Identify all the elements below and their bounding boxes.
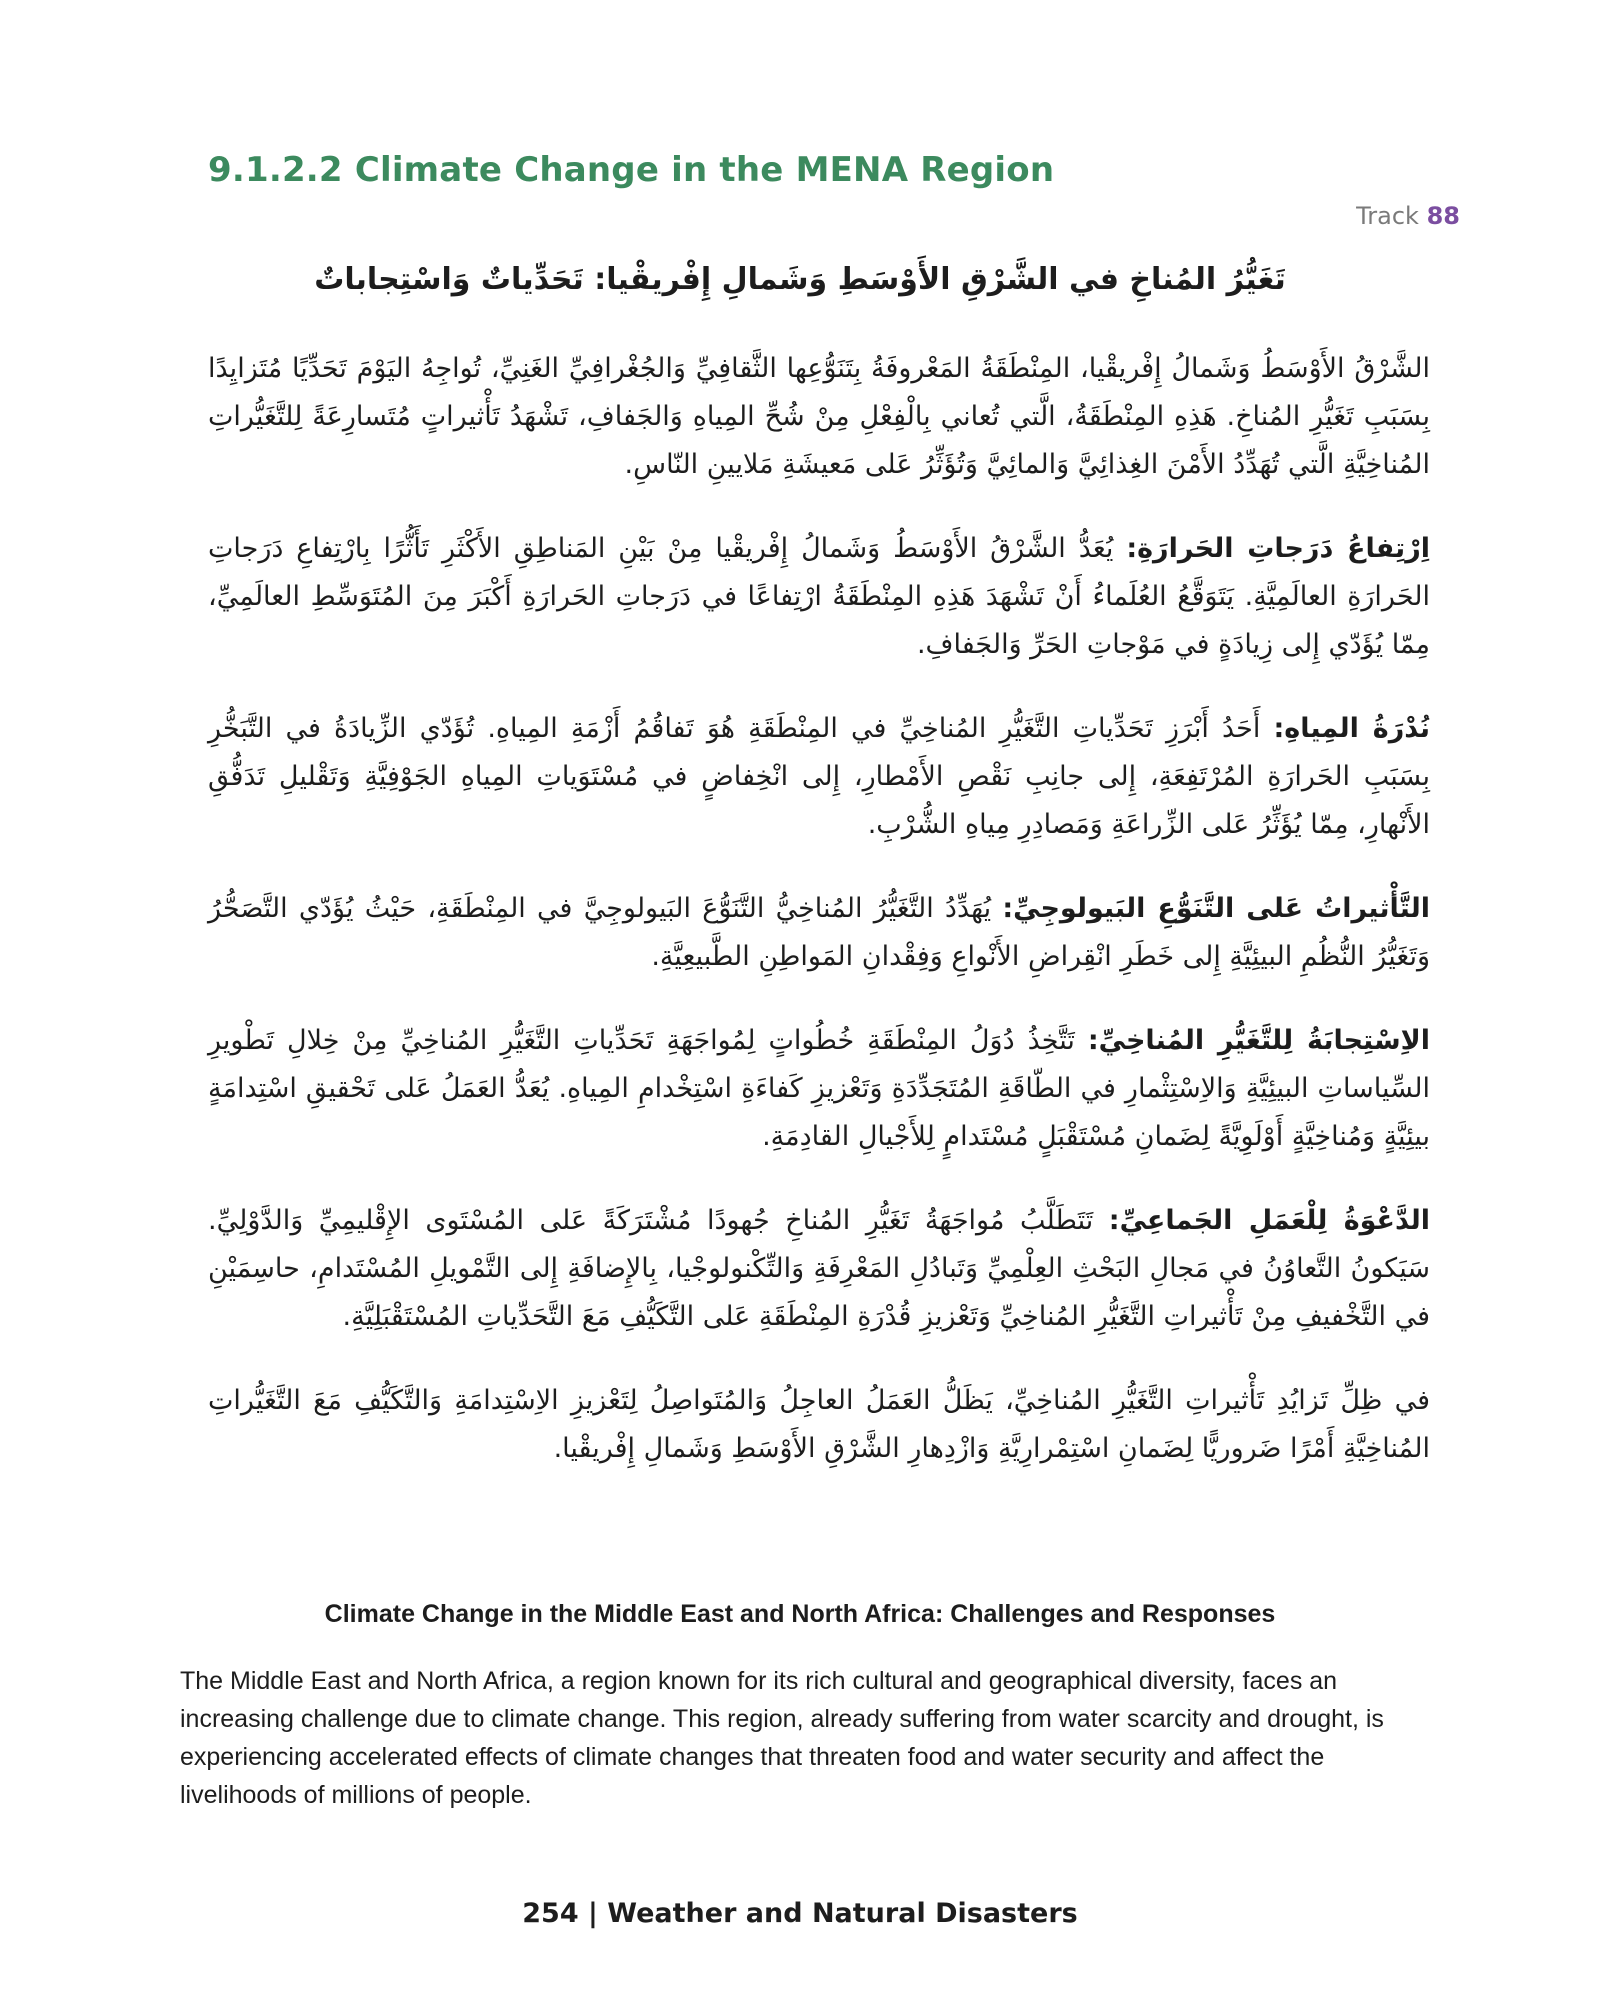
arabic-paragraph-lead: الاِسْتِجابَةُ لِلتَّغَيُّرِ المُناخِيِّ:	[1087, 1025, 1430, 1056]
arabic-title: تَغَيُّرُ المُناخِ في الشَّرْقِ الأَوْسَطِ وَشَمالِ إِفْريقْيا: تَحَدِّياتٌ وَاسْتِجاباتٌ	[314, 262, 1286, 297]
arabic-paragraph-lead: الدَّعْوَةُ لِلْعَمَلِ الجَماعِيِّ:	[1108, 1205, 1430, 1236]
arabic-paragraph-lead: نُدْرَةُ المِياهِ:	[1273, 713, 1430, 744]
arabic-paragraph-lead: اِرْتِفاعُ دَرَجاتِ الحَرارَةِ:	[1126, 533, 1430, 564]
arabic-paragraph	[208, 525, 1430, 669]
section-title: 9.1.2.2 Climate Change in the MENA Region	[208, 150, 1055, 190]
arabic-paragraph	[208, 885, 1430, 981]
arabic-body	[208, 345, 1430, 1509]
track-number: 88	[1426, 202, 1460, 230]
english-body	[180, 1662, 1430, 1814]
page-footer: 254 | Weather and Natural Disasters	[522, 1898, 1078, 1929]
arabic-paragraph-lead: التَّأْثيراتُ عَلى التَّنَوُّعِ البَيولوجِيِّ:	[1002, 893, 1431, 924]
arabic-paragraph-text: يُعَدُّ الشَّرْقُ الأَوْسَطُ وَشَمالُ إِفْريقْيا مِنْ بَيْنِ المَناطِقِ الأَكْثَرِ تَأَثُّرًا بِارْتِفاعِ دَرَجاتِ الحَرارَةِ العالَمِيَّةِ. يَتَوَقَّعُ العُلَماءُ أَنْ تَشْهَدَ هَذِهِ المِنْطَقَةُ ارْتِفاعًا في دَرَجاتِ الحَرارَةِ أَكْبَرَ مِنَ المُتَوَسِّطِ العالَمِيِّ، مِمّا يُؤَدّي إِلى زِيادَةٍ في مَوْجاتِ الحَرِّ وَالجَفافِ.	[208, 533, 1430, 660]
arabic-paragraph-text: أَحَدُ أَبْرَزِ تَحَدِّياتِ التَّغَيُّرِ المُناخِيِّ في المِنْطَقَةِ هُوَ تَفاقُمُ أَزْمَةِ المِياهِ. تُؤَدّي الزِّيادَةُ في التَّبَخُّرِ بِسَبَبِ الحَرارَةِ المُرْتَفِعَةِ، إِلى جانِبِ نَقْصِ الأَمْطارِ، إِلى انْخِفاضٍ في مُسْتَوَياتِ المِياهِ الجَوْفِيَّةِ وَتَقْليلِ تَدَفُّقِ الأَنْهارِ، مِمّا يُؤَثِّرُ عَلى الزِّراعَةِ وَمَصادِرِ مِياهِ الشُّرْبِ.	[208, 713, 1430, 840]
arabic-paragraph	[208, 705, 1430, 849]
arabic-paragraph-text: يُهَدِّدُ التَّغَيُّرُ المُناخِيُّ التَّنَوُّعَ البَيولوجِيَّ في المِنْطَقَةِ، حَيْثُ يُؤَدّي التَّصَحُّرُ وَتَغَيُّرُ النُّظُمِ البيئِيَّةِ إِلى خَطَرِ انْقِراضِ الأَنْواعِ وَفِقْدانِ المَواطِنِ الطَّبيعِيَّةِ.	[208, 893, 1430, 972]
english-title: Climate Change in the Middle East and North Africa: Challenges and Responses	[324, 1600, 1276, 1628]
arabic-paragraph-text: الشَّرْقُ الأَوْسَطُ وَشَمالُ إِفْريقْيا، المِنْطَقَةُ المَعْروفَةُ بِتَنَوُّعِها الثَّقافِيِّ وَالجُغْرافِيِّ الغَنِيِّ، تُواجِهُ اليَوْمَ تَحَدِّيًا مُتَزايِدًا بِسَبَبِ تَغَيُّرِ المُناخِ. هَذِهِ المِنْطَقَةُ، الَّتي تُعاني بِالْفِعْلِ مِنْ شُحِّ المِياهِ وَالجَفافِ، تَشْهَدُ تَأْثيراتٍ مُتَسارِعَةً لِلتَّغَيُّراتِ المُناخِيَّةِ الَّتي تُهَدِّدُ الأَمْنَ الغِذائِيَّ وَالمائِيَّ وَتُؤَثِّرُ عَلى مَعيشَةِ مَلايينِ النّاسِ.	[208, 353, 1430, 480]
audio-track-label	[1356, 202, 1460, 230]
track-label: Track	[1356, 202, 1419, 230]
english-paragraph: The Middle East and North Africa, a region known for its rich cultural and geographical diversity, faces an increasing challenge due to climate change. This region, already suffering from water scarcity and drought, is experiencing accelerated effects of climate changes that threaten food and water security and affect the livelihoods of millions of people.	[180, 1667, 1384, 1809]
arabic-paragraph	[208, 1197, 1430, 1341]
arabic-paragraph-text: تَتَّخِذُ دُوَلُ المِنْطَقَةِ خُطُواتٍ لِمُواجَهَةِ تَحَدِّياتِ التَّغَيُّرِ المُناخِيِّ مِنْ خِلالِ تَطْويرِ السِّياساتِ البيئِيَّةِ وَالاِسْتِثْمارِ في الطّاقَةِ المُتَجَدِّدَةِ وَتَعْزيزِ كَفاءَةِ اسْتِخْدامِ المِياهِ. يُعَدُّ العَمَلُ عَلى تَحْقيقِ اسْتِدامَةٍ بيئِيَّةٍ وَمُناخِيَّةٍ أَوْلَوِيَّةً لِضَمانِ مُسْتَقْبَلٍ مُسْتَدامٍ لِلأَجْيالِ القادِمَةِ.	[208, 1025, 1430, 1152]
arabic-paragraph-text: في ظِلِّ تَزايُدِ تَأْثيراتِ التَّغَيُّرِ المُناخِيِّ، يَظَلُّ العَمَلُ العاجِلُ وَالمُتَواصِلُ لِتَعْزيزِ الاِسْتِدامَةِ وَالتَّكَيُّفِ مَعَ التَّغَيُّراتِ المُناخِيَّةِ أَمْرًا ضَروريًّا لِضَمانِ اسْتِمْرارِيَّةِ وَازْدِهارِ الشَّرْقِ الأَوْسَطِ وَشَمالِ إِفْريقْيا.	[208, 1385, 1430, 1464]
arabic-paragraph	[208, 345, 1430, 489]
arabic-paragraph	[208, 1017, 1430, 1161]
arabic-paragraph	[208, 1377, 1430, 1473]
arabic-paragraph-text: تَتَطَلَّبُ مُواجَهَةُ تَغَيُّرِ المُناخِ جُهودًا مُشْتَرَكَةً عَلى المُسْتَوى الإِقْليمِيِّ وَالدَّوْلِيِّ. سَيَكونُ التَّعاوُنُ في مَجالِ البَحْثِ العِلْمِيِّ وَتَبادُلِ المَعْرِفَةِ وَالتِّكْنولوجْيا، بِالإِضافَةِ إِلى التَّمْويلِ المُسْتَدامِ، حاسِمَيْنِ في التَّخْفيفِ مِنْ تَأْثيراتِ التَّغَيُّرِ المُناخِيِّ وَتَعْزيزِ قُدْرَةِ المِنْطَقَةِ عَلى التَّكَيُّفِ مَعَ التَّحَدِّياتِ المُسْتَقْبَلِيَّةِ.	[208, 1205, 1430, 1332]
